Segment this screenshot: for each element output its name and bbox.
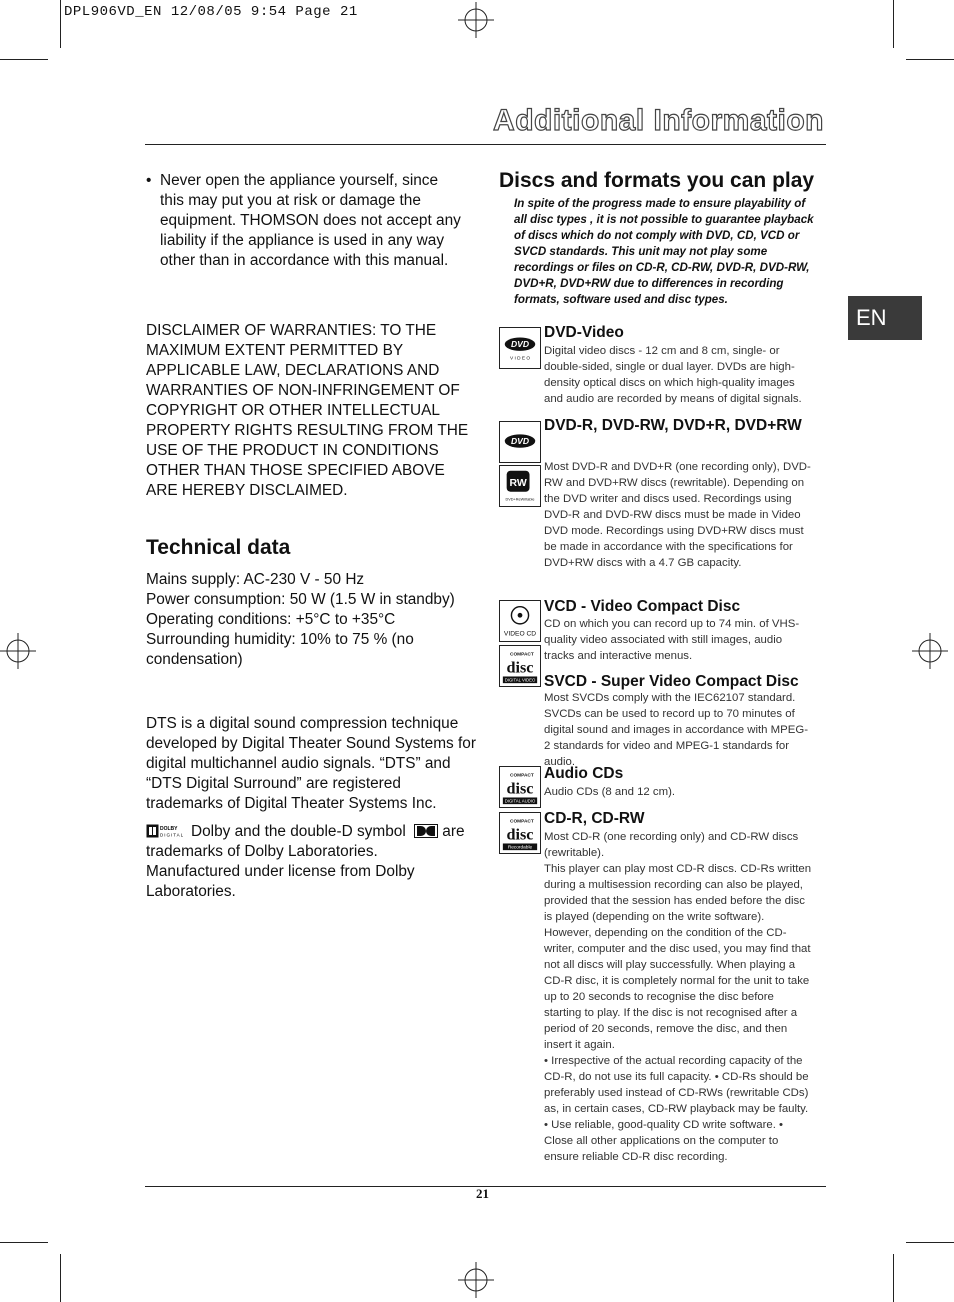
crop-mark — [0, 1242, 48, 1243]
tech-line: Power consumption: 50 W (1.5 W in standby) — [146, 591, 455, 608]
disclaimer-text: DISCLAIMER OF WARRANTIES: TO THE MAXIMUM EXTENT PERMITTED BY APPLICABLE LAW, DECLARATIONS AND WARRANTIES OF NON-INFRINGEMENT OF COPYRIGHT OR OTHER INTELLECTUAL PROPERTY RIGHTS RESULTING FROM THE USE OF THE PRODUCT IN CONDITIONS OTHER THAN THOSE SPECIFIED ABOVE ARE HEREBY DISCLAIMED. — [146, 322, 469, 499]
disc-title: CD-R, CD-RW — [544, 810, 645, 827]
rw-mark: RW — [509, 478, 527, 489]
dvd-logo — [499, 421, 541, 463]
dolby-digital-logo — [146, 824, 188, 838]
videocd-mark: VIDEO CD — [503, 630, 537, 638]
crop-mark — [893, 1254, 894, 1302]
disc-description: Most DVD-R and DVD+R (one recording only), DVD-RW and DVD+RW discs (rewritable). Depending on the DVD writer and discs used. Recordings using DVD-R and DVD-RW discs must be made in Video DVD mode. Recordings using DVD+RW discs must be made in accordance with the specifications for DVD+RW discs with a 4.7 GB capacity. — [544, 461, 811, 569]
disc-description: Most SVCDs comply with the IEC62107 standard. SVCDs can be used to record up to 70 minutes of digital sound and images in accordance with MPEG-2 standards for video and MPEG-1 standards for audio. — [544, 692, 809, 768]
disc-description: Most CD-R (one recording only) and CD-RW discs (rewritable). This player can play most CD-R discs. CD-Rs written during a multisession recording can also be played, provided that the session has ended before the disc is played (depending on the write software). However, depending on the condition of the CD-writer, computer and the disc used, you may find that not all discs will play successfully. When playing a CD-R disc, it is completely normal for the unit to take up to 20 seconds to recognise the disc before starting to play. If the disc is not recognised after a period of 20 seconds, remove the disc, and then insert it again. • Irrespective of the actual recording capacity of the CD-R, do not use its full capacity. • CD-Rs should be preferably used instead of CD-RWs (rewritable CDs) as, in certain cases, CD-RW playback may be faulty. • Use reliable, good-quality CD write software. • Close all other applications on the computer to ensure reliable CD-R disc recording. — [544, 831, 812, 1163]
language-tab: EN — [848, 296, 922, 340]
dolby-text-b: are trademarks of Dolby Laboratories. Manufactured under license from Dolby Laboratories. — [146, 823, 465, 900]
disc-description: Audio CDs (8 and 12 cm). — [544, 786, 676, 798]
crop-mark — [906, 1242, 954, 1243]
registration-mark — [0, 633, 36, 669]
double-d-icon — [414, 824, 438, 838]
compact-mark: COMPACT — [510, 652, 534, 658]
digital-audio-mark: DIGITAL AUDIO — [504, 798, 536, 804]
technical-data-heading: Technical data — [146, 536, 291, 559]
crop-mark — [0, 59, 48, 60]
dvd-rewritable-logo — [499, 465, 541, 507]
dts-notice: DTS is a digital sound compression technique developed by Digital Theater Sound Systems for digital multichannel audio signals. “DTS” and “DTS Digital Surround” are registered trademarks of Digital Theater Systems Inc. — [146, 715, 476, 812]
video-mark: V I D E O — [509, 356, 531, 362]
disc-title: DVD-R, DVD-RW, DVD+R, DVD+RW — [544, 417, 802, 434]
print-slug: DPL906VD_EN 12/08/05 9:54 Page 21 — [64, 4, 358, 20]
registration-mark — [458, 1262, 494, 1298]
discs-intro: In spite of the progress made to ensure playability of all disc types , it is not possible to guarantee playback of discs which do not comply with DVD, CD, VCD or SVCD standards. This unit may not play some recordings or files on CD-R, CD-RW, DVD-R, DVD-RW, DVD+R, DVD+RW due to differences in recording formats, software used and disc types. — [514, 197, 814, 306]
svg-text:DIGITAL: DIGITAL — [160, 832, 185, 838]
tech-line: condensation) — [146, 651, 243, 668]
tech-line: Operating conditions: +5°C to +35°C — [146, 611, 396, 628]
crop-mark — [60, 0, 61, 48]
compact-disc-digital-video-logo — [499, 645, 541, 687]
bullet-dot: • — [146, 172, 152, 189]
page-number: 21 — [476, 1186, 489, 1201]
rw-sub-mark: DVD+ReWritable — [505, 497, 535, 502]
video-cd-logo — [499, 600, 541, 642]
dvd-video-logo — [499, 327, 541, 369]
registration-mark — [458, 2, 494, 38]
crop-mark — [906, 59, 954, 60]
disc-description: Digital video discs - 12 cm and 8 cm, single- or double-sided, single or dual layer. DVDs are high-density optical discs on which high-quality images and audio are recorded by means of digital signals. — [544, 345, 802, 405]
disc-title: Audio CDs — [544, 765, 624, 782]
safety-bullet — [146, 171, 466, 271]
compact-mark: COMPACT — [510, 773, 534, 779]
tech-line: Surrounding humidity: 10% to 75 % (no — [146, 631, 414, 648]
crop-mark — [60, 1254, 61, 1302]
tech-line: Mains supply: AC-230 V - 50 Hz — [146, 571, 365, 588]
disc-title: DVD-Video — [544, 324, 624, 341]
safety-text: Never open the appliance yourself, since this may put you at risk or damage the equipment. THOMSON does not accept any liability if the appliance is used in any way other than in accordance with this manual. — [160, 172, 461, 269]
header-divider — [145, 144, 826, 145]
disc-mark: disc — [506, 658, 534, 677]
registration-mark — [912, 633, 948, 669]
digital-video-mark: DIGITAL VIDEO — [504, 677, 536, 683]
recordable-mark: Recordable — [507, 845, 533, 851]
technical-data-list — [146, 570, 476, 670]
dolby-notice — [146, 822, 476, 902]
dolby-text-a: Dolby and the double-D symbol — [191, 823, 406, 840]
svg-text:DOLBY: DOLBY — [160, 826, 178, 832]
disc-mark: disc — [506, 779, 534, 798]
compact-disc-digital-audio-logo — [499, 766, 541, 808]
disc-title: VCD - Video Compact Disc — [544, 598, 741, 615]
compact-mark: COMPACT — [510, 819, 534, 825]
compact-disc-recordable-logo — [499, 812, 541, 854]
disc-description: CD on which you can record up to 74 min. of VHS-quality video associated with still images, audio tracks and interactive menus. — [544, 618, 800, 662]
page-title: Additional Information — [493, 104, 824, 137]
dvd-mark: DVD — [510, 435, 530, 446]
discs-heading: Discs and formats you can play — [499, 169, 815, 192]
disc-mark: disc — [506, 825, 534, 844]
crop-mark — [893, 0, 894, 48]
dvd-mark: DVD — [510, 339, 530, 350]
disc-title: SVCD - Super Video Compact Disc — [544, 673, 799, 690]
